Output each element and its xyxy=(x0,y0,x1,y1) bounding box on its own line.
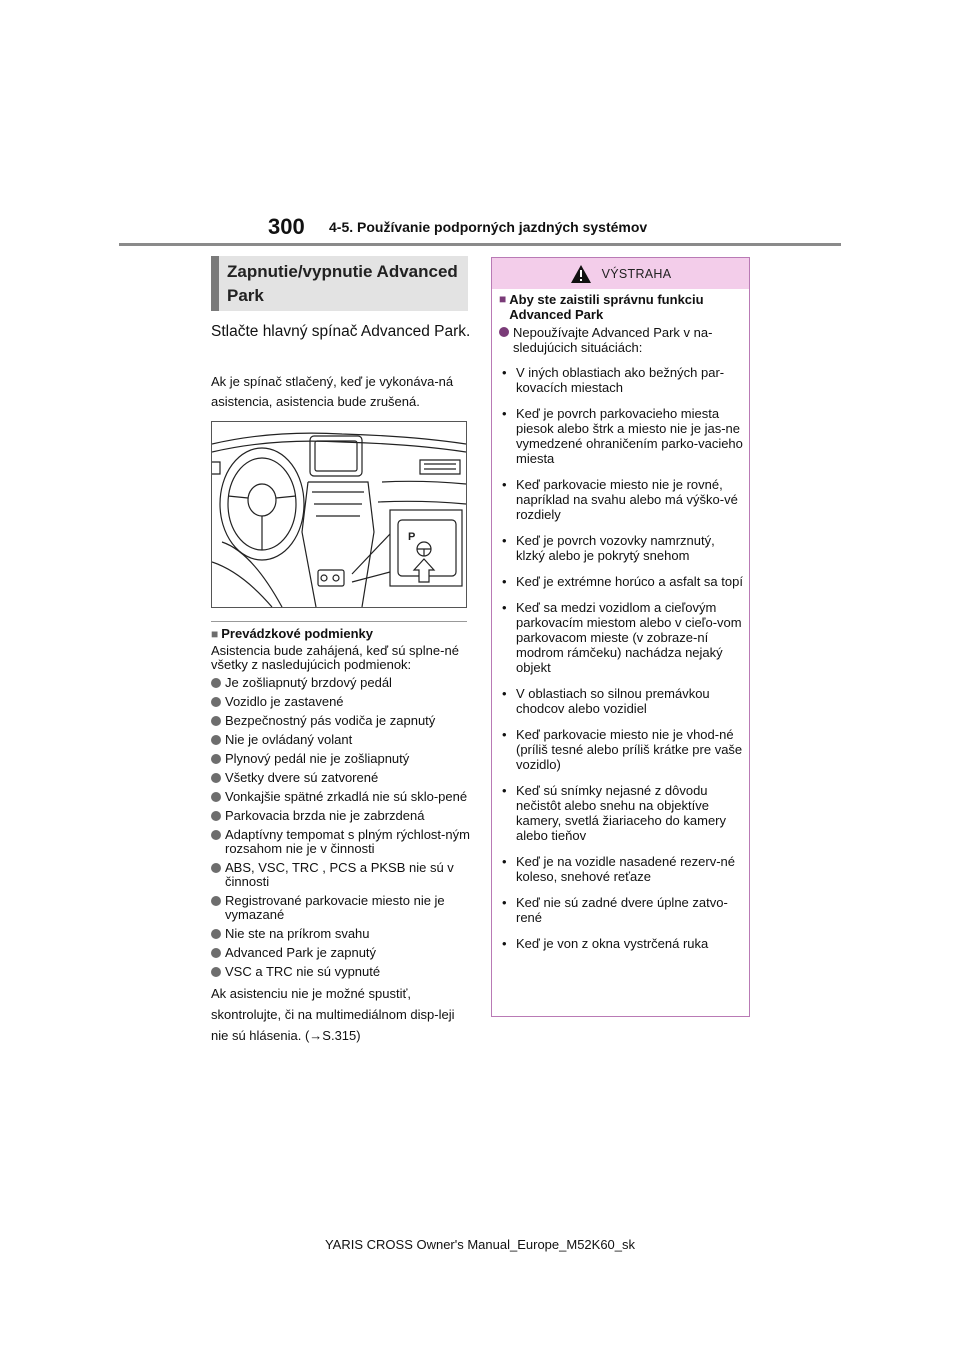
condition-item: Adaptívny tempomat s plným rýchlost-ným rozsahom nie je v činnosti xyxy=(211,828,473,856)
dashboard-drawing xyxy=(212,422,466,607)
footer-text: YARIS CROSS Owner's Manual_Europe_M52K60_sk xyxy=(324,1237,636,1252)
conditions-tail: Ak asistenciu nie je možné spustiť, skontrolujte, či na multimediálnom disp-leji nie sú hlásenia. (→S.315) xyxy=(211,986,455,1043)
warning-item: • Keď je na vozidle nasadené rezerv-né koleso, snehové reťaze xyxy=(499,854,743,884)
warning-box xyxy=(491,257,750,1017)
circle-bullet-icon xyxy=(211,792,221,802)
warning-heading: ■ Aby ste zaistili správnu funkciu Advanced Park xyxy=(499,292,704,322)
condition-item: Vozidlo je zastavené xyxy=(211,695,473,709)
condition-item: Advanced Park je zapnutý xyxy=(211,946,473,960)
condition-item: Nie je ovládaný volant xyxy=(211,733,473,747)
operating-conditions xyxy=(211,626,473,1046)
condition-item: Registrované parkovacie miesto nie je vymazané xyxy=(211,894,473,922)
warning-item: • Keď parkovacie miesto nie je rovné, napríklad na svahu alebo má výško-vé rozdiely xyxy=(499,477,743,522)
lead-instruction: Stlačte hlavný spínač Advanced Park. xyxy=(211,323,471,340)
square-bullet-icon: ■ xyxy=(499,292,507,306)
conditions-list xyxy=(211,676,473,979)
header-rule xyxy=(119,243,841,246)
warning-title: VÝSTRAHA xyxy=(601,266,672,281)
circle-bullet-icon xyxy=(211,863,221,873)
condition-item: Je zošliapnutý brzdový pedál xyxy=(211,676,473,690)
section-header: 4-5. Používanie podporných jazdných systémov xyxy=(329,219,648,235)
condition-item: Parkovacia brzda nie je zabrzdená xyxy=(211,809,473,823)
figure-rule xyxy=(211,621,467,622)
warning-item: • V iných oblastiach ako bežných par-kovacích miestach xyxy=(499,365,743,395)
bullet-icon: • xyxy=(502,477,507,492)
bullet-icon: • xyxy=(502,574,507,589)
conditions-intro: Asistencia bude zahájená, keď sú splne-né všetky z nasledujúcich podmienok: xyxy=(211,643,459,672)
page-number: 300 xyxy=(268,214,305,239)
dashboard-illustration xyxy=(211,421,467,608)
warning-item: • Keď nie sú zadné dvere úplne zatvo-rené xyxy=(499,895,743,925)
section-title-line-1: Zapnutie/vypnutie Advanced xyxy=(227,262,458,281)
circle-bullet-icon xyxy=(211,929,221,939)
warning-item: • V oblastiach so silnou premávkou chodcov alebo vozidiel xyxy=(499,686,743,716)
condition-item: VSC a TRC nie sú vypnuté xyxy=(211,965,473,979)
bullet-icon: • xyxy=(502,783,507,798)
section-title-box xyxy=(211,256,468,311)
circle-bullet-icon xyxy=(211,773,221,783)
circle-bullet-icon xyxy=(211,811,221,821)
bullet-icon: • xyxy=(502,727,507,742)
circle-bullet-icon xyxy=(211,967,221,977)
condition-item: Vonkajšie spätné zrkadlá nie sú sklo-pené xyxy=(211,790,473,804)
warning-list xyxy=(499,365,743,951)
condition-item: Všetky dvere sú zatvorené xyxy=(211,771,473,785)
bullet-icon: • xyxy=(502,936,507,951)
condition-item: ABS, VSC, TRC , PCS a PKSB nie sú v činnosti xyxy=(211,861,473,889)
cancel-note: Ak je spínač stlačený, keď je vykonáva-ná asistencia, asistencia bude zrušená. xyxy=(211,374,454,409)
circle-bullet-icon xyxy=(211,735,221,745)
circle-bullet-icon xyxy=(211,697,221,707)
condition-item: Plynový pedál nie je zošliapnutý xyxy=(211,752,473,766)
circle-bullet-icon xyxy=(211,716,221,726)
warning-item: • Keď parkovacie miesto nie je vhod-né (príliš tesné alebo príliš krátke pre vaše vozidlo) xyxy=(499,727,743,772)
warning-item: • Keď je povrch parkovacieho miesta piesok alebo štrk a miesto nie je jas-ne vymedzené ohraničením parko-vacieho miesta xyxy=(499,406,743,466)
circle-bullet-icon xyxy=(499,327,509,337)
bullet-icon: • xyxy=(502,686,507,701)
warning-header xyxy=(492,258,749,289)
condition-item: Nie ste na príkrom svahu xyxy=(211,927,473,941)
circle-bullet-icon xyxy=(211,830,221,840)
square-bullet-icon: ■ xyxy=(211,627,219,641)
warning-item: • Keď sa medzi vozidlom a cieľovým parkovacím miestom alebo v cieľo-vom parkovacom mieste (v zobraze-ní modrom rámčeku) nachádza nejaký objekt xyxy=(499,600,743,675)
circle-bullet-icon xyxy=(211,754,221,764)
bullet-icon: • xyxy=(502,600,507,615)
warning-item: • Keď je von z okna vystrčená ruka xyxy=(499,936,743,951)
warning-item: • Keď je extrémne horúco a asfalt sa topí xyxy=(499,574,743,589)
bullet-icon: • xyxy=(502,854,507,869)
circle-bullet-icon xyxy=(211,948,221,958)
bullet-icon: • xyxy=(502,365,507,380)
warning-body xyxy=(492,289,749,951)
warning-triangle-icon xyxy=(570,264,592,284)
circle-bullet-icon xyxy=(211,678,221,688)
bullet-icon: • xyxy=(502,895,507,910)
section-title-line-2: Park xyxy=(227,286,264,305)
condition-item: Bezpečnostný pás vodiča je zapnutý xyxy=(211,714,473,728)
bullet-icon: • xyxy=(502,533,507,548)
park-button-label: P xyxy=(408,531,416,543)
warning-subheading: Nepoužívajte Advanced Park v na-sledujúcich situáciách: xyxy=(499,325,743,355)
conditions-heading: ■ Prevádzkové podmienky xyxy=(211,626,373,641)
warning-item: • Keď je povrch vozovky namrznutý, klzký alebo je pokrytý snehom xyxy=(499,533,743,563)
circle-bullet-icon xyxy=(211,896,221,906)
bullet-icon: • xyxy=(502,406,507,421)
warning-item: • Keď sú snímky nejasné z dôvodu nečistôt alebo snehu na objektíve kamery, svetlá žiariaceho do kamery alebo tieňov xyxy=(499,783,743,843)
